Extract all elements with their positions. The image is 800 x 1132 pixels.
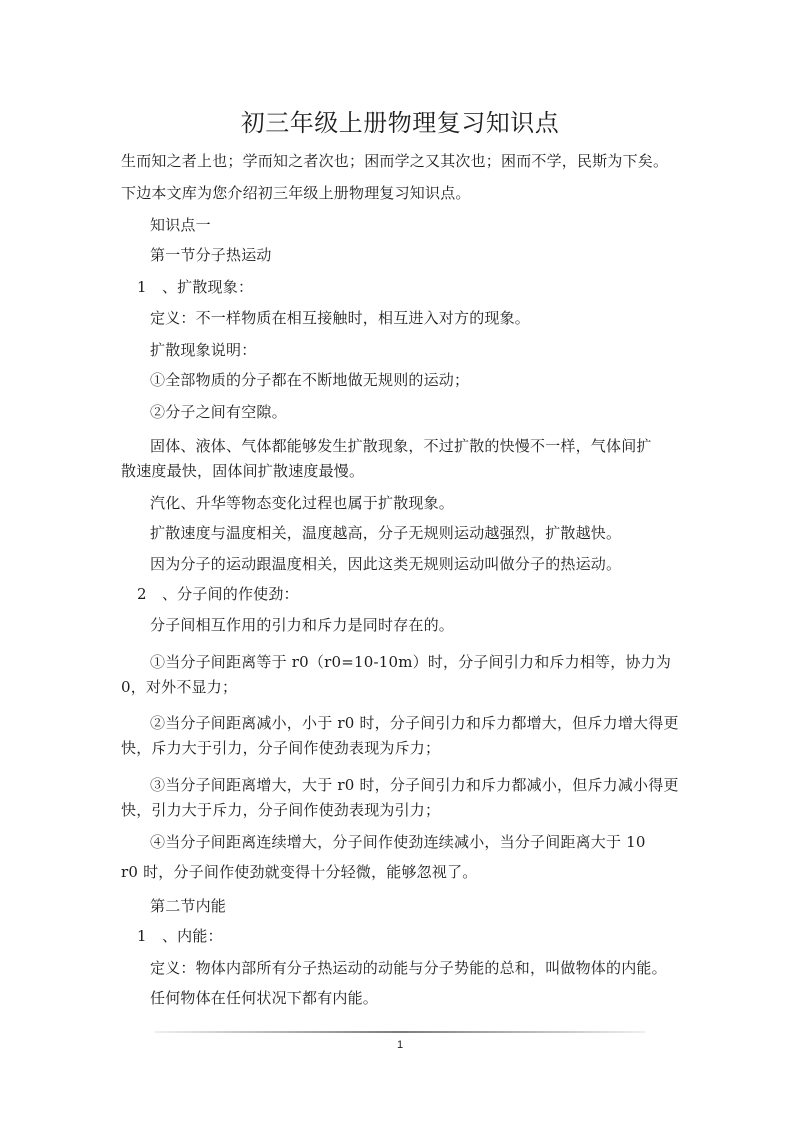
document-title: 初三年级上册物理复习知识点 xyxy=(240,109,560,137)
page-number: 1 xyxy=(396,1039,404,1051)
item-heading-internal-energy: 1 、内能： xyxy=(137,927,223,945)
paragraph-line: 快，引力大于斥力，分子间作使劲表现为引力； xyxy=(121,801,441,819)
paragraph-line: ③当分子间距离增大，大于 r0 时，分子间引力和斥力都减小，但斥力减小得更 xyxy=(150,776,679,794)
paragraph-line: ②当分子间距离减小，小于 r0 时，分子间引力和斥力都增大，但斥力增大得更 xyxy=(150,714,679,732)
paragraph-line: 任何物体在任何状况下都有内能。 xyxy=(150,989,379,1007)
section-heading-internal-energy: 第二节内能 xyxy=(150,897,227,915)
footer-divider xyxy=(155,1031,645,1033)
section-heading-knowledge-1: 知识点一 xyxy=(150,216,211,234)
paragraph-line: 定义：不一样物质在相互接触时，相互进入对方的现象。 xyxy=(150,309,531,327)
paragraph-line: ①全部物质的分子都在不断地做无规则的运动； xyxy=(150,371,470,389)
paragraph-line: 分子间相互作用的引力和斥力是同时存在的。 xyxy=(150,616,455,634)
intro-line-2: 下边本文库为您介绍初三年级上册物理复习知识点。 xyxy=(121,184,471,202)
paragraph-line: ④当分子间距离连续增大，分子间作使劲连续减小，当分子间距离大于 10 xyxy=(150,833,646,851)
paragraph-line: 定义：物体内部所有分子热运动的动能与分子势能的总和，叫做物体的内能。 xyxy=(150,959,667,977)
paragraph-line: ①当分子间距离等于 r0（r0=10-10m）时，分子间引力和斥力相等，协力为 xyxy=(150,653,672,671)
item-heading-intermolecular-force: 2 、分子间的作使劲： xyxy=(137,585,299,603)
paragraph-line: 散速度最快，固体间扩散速度最慢。 xyxy=(121,462,365,480)
paragraph-line: 汽化、升华等物态变化过程也属于扩散现象。 xyxy=(150,494,455,512)
paragraph-line: 扩散速度与温度相关，温度越高，分子无规则运动越强烈，扩散越快。 xyxy=(150,524,622,542)
section-heading-molecular-motion: 第一节分子热运动 xyxy=(150,246,272,264)
item-heading-diffusion: 1 、扩散现象： xyxy=(137,278,254,296)
paragraph-line: 0，对外不显力； xyxy=(121,678,238,696)
intro-line-1: 生而知之者上也；学而知之者次也；困而学之又其次也；困而不学，民斯为下矣。 xyxy=(121,152,669,170)
paragraph-line: 固体、液体、气体都能够发生扩散现象，不过扩散的快慢不一样，气体间扩 xyxy=(150,437,652,455)
paragraph-line: 快，斥力大于引力，分子间作使劲表现为斥力； xyxy=(121,739,441,757)
paragraph-line: 扩散现象说明： xyxy=(150,341,257,359)
paragraph-line: 因为分子的运动跟温度相关，因此这类无规则运动叫做分子的热运动。 xyxy=(150,555,622,573)
paragraph-line: ②分子之间有空隙。 xyxy=(150,403,287,421)
paragraph-line: r0 时，分子间作使劲就变得十分轻微，能够忽视了。 xyxy=(121,863,478,881)
